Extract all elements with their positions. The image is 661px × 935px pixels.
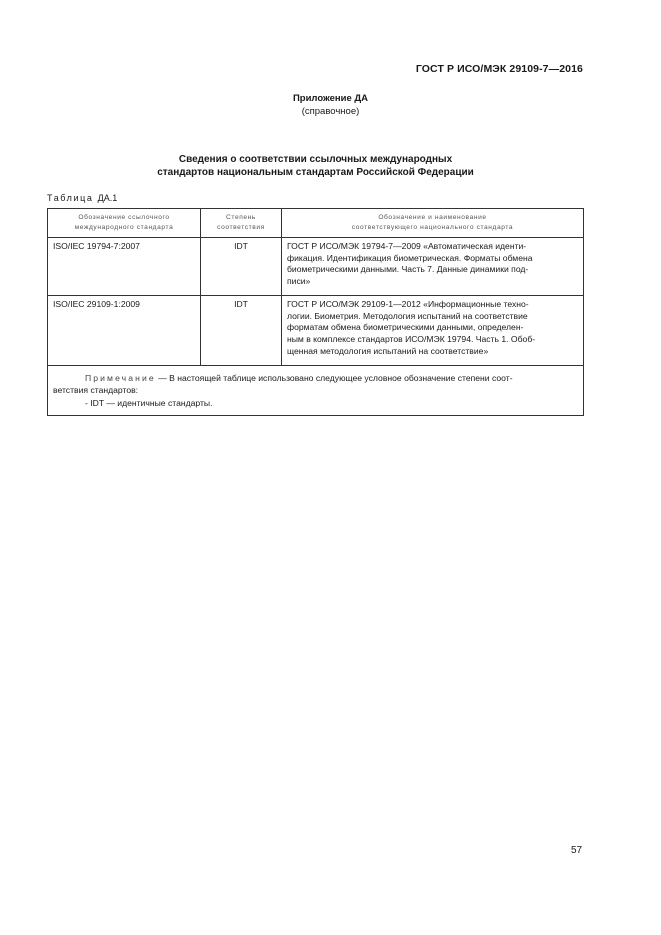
table-note-row	[48, 366, 584, 416]
cell-national-standard: ГОСТ Р ИСО/МЭК 29109-1—2012 «Информационные техно- логии. Биометрия. Методология испытаний на соответствие форматам обмена биометрическими данными, определен- ным в комплексе стандартов ИСО/МЭК 19794. Часть 1. Обоб- щенная методология испытаний на соответствие»	[282, 296, 584, 366]
note-item: - IDT — идентичные стандарты.	[85, 398, 213, 408]
column-header-degree: Степень соответствия	[201, 209, 282, 238]
table-row	[48, 238, 584, 296]
table-caption-label: Таблица	[47, 193, 94, 203]
page-number: 57	[571, 845, 583, 856]
cell-international-standard: ISO/IEC 29109-1:2009	[48, 296, 201, 366]
cell-degree: IDT	[201, 238, 282, 296]
table-header-row	[48, 209, 584, 238]
cell-degree: IDT	[201, 296, 282, 366]
section-heading-line2: стандартов национальным стандартам Российской Федерации	[157, 167, 474, 178]
column-header-international: Обозначение ссылочного международного стандарта	[48, 209, 201, 238]
section-heading	[0, 153, 631, 179]
table-row	[48, 296, 584, 366]
section-heading-line1: Сведения о соответствии ссылочных международных	[178, 154, 453, 165]
table-caption	[47, 193, 117, 203]
cell-national-standard: ГОСТ Р ИСО/МЭК 19794-7—2009 «Автоматическая иденти- фикация. Идентификация биометрическая. Форматы обмена биометрическими данными. Часть 7. Данные динамики под- писи»	[282, 238, 584, 296]
cell-international-standard: ISO/IEC 19794-7:2007	[48, 238, 201, 296]
table-note	[48, 366, 584, 416]
annex-subtitle: (справочное)	[301, 106, 360, 117]
column-header-national: Обозначение и наименование соответствующего национального стандарта	[282, 209, 584, 238]
correspondence-table	[47, 208, 584, 416]
note-label: Примечание	[85, 373, 156, 383]
annex-title: Приложение ДА	[292, 93, 369, 104]
note-text-continued: ветствия стандартов:	[53, 385, 139, 395]
note-text: — В настоящей таблице использовано следующее условное обозначение степени соот-	[155, 373, 513, 383]
table-caption-number: ДА.1	[97, 193, 118, 203]
document-code-header: ГОСТ Р ИСО/МЭК 29109-7—2016	[415, 63, 583, 75]
